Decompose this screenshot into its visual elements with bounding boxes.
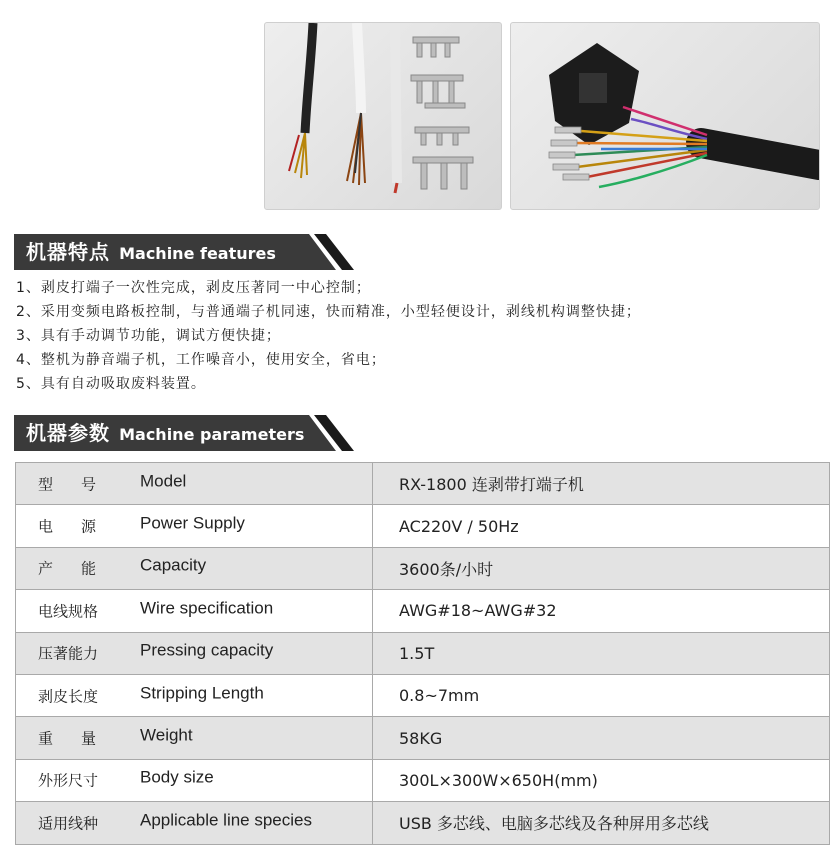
table-row	[16, 759, 830, 801]
param-label-zh: 型号	[38, 475, 125, 494]
param-label-zh: 重量	[38, 729, 125, 748]
wire-terminals-photo	[264, 22, 502, 210]
param-label-zh: 适用线种	[38, 814, 99, 833]
param-label-zh: 剥皮长度	[38, 687, 99, 706]
param-value: 0.8~7mm	[373, 674, 830, 716]
params-title-zh: 机器参数	[26, 421, 110, 445]
param-value: 1.5T	[373, 632, 830, 674]
table-row	[16, 505, 830, 547]
parameters-table	[15, 462, 830, 845]
table-row	[16, 802, 830, 844]
param-label-en: Model	[140, 471, 187, 491]
param-value: 58KG	[373, 717, 830, 759]
features-title-zh: 机器特点	[26, 240, 110, 264]
param-label-en: Capacity	[140, 556, 207, 576]
param-label-zh: 外形尺寸	[38, 771, 99, 790]
param-label-en: Applicable line species	[140, 810, 312, 830]
table-row	[16, 547, 830, 589]
param-label-zh: 产能	[38, 559, 125, 578]
table-row	[16, 463, 830, 505]
feature-item: 3、具有手动调节功能，调试方便快捷；	[16, 328, 281, 344]
feature-list	[16, 276, 641, 396]
param-label-zh: 电源	[38, 517, 125, 536]
feature-item: 1、剥皮打端子一次性完成，剥皮压著同一中心控制；	[16, 280, 371, 296]
param-label-zh: 压著能力	[38, 644, 99, 663]
param-label-en: Body size	[140, 768, 214, 788]
feature-item: 2、采用变频电路板控制，与普通端子机同速，快而精准，小型轻便设计，剥线机构调整快捷；	[16, 304, 641, 320]
connector-cable-photo	[510, 22, 820, 210]
feature-item: 4、整机为静音端子机，工作噪音小，使用安全，省电；	[16, 352, 386, 368]
param-label-zh: 电线规格	[38, 602, 99, 621]
table-row	[16, 590, 830, 632]
param-label-en: Weight	[140, 725, 193, 745]
table-row	[16, 632, 830, 674]
feature-item: 5、具有自动吸取废料装置。	[16, 376, 206, 392]
param-value: USB 多芯线、电脑多芯线及各种屏用多芯线	[373, 802, 830, 844]
params-title-en: Machine parameters	[119, 425, 305, 444]
param-label-en: Power Supply	[140, 513, 245, 533]
param-value: AC220V / 50Hz	[373, 505, 830, 547]
table-row	[16, 674, 830, 716]
param-value: 3600条/小时	[373, 547, 830, 589]
features-title-en: Machine features	[119, 244, 276, 263]
table-row	[16, 717, 830, 759]
param-label-en: Wire specification	[140, 598, 274, 618]
param-value: 300L×300W×650H(mm)	[373, 759, 830, 801]
param-value: RX-1800 连剥带打端子机	[373, 463, 830, 505]
param-label-en: Pressing capacity	[140, 640, 274, 660]
param-label-en: Stripping Length	[140, 683, 264, 703]
param-value: AWG#18~AWG#32	[373, 590, 830, 632]
